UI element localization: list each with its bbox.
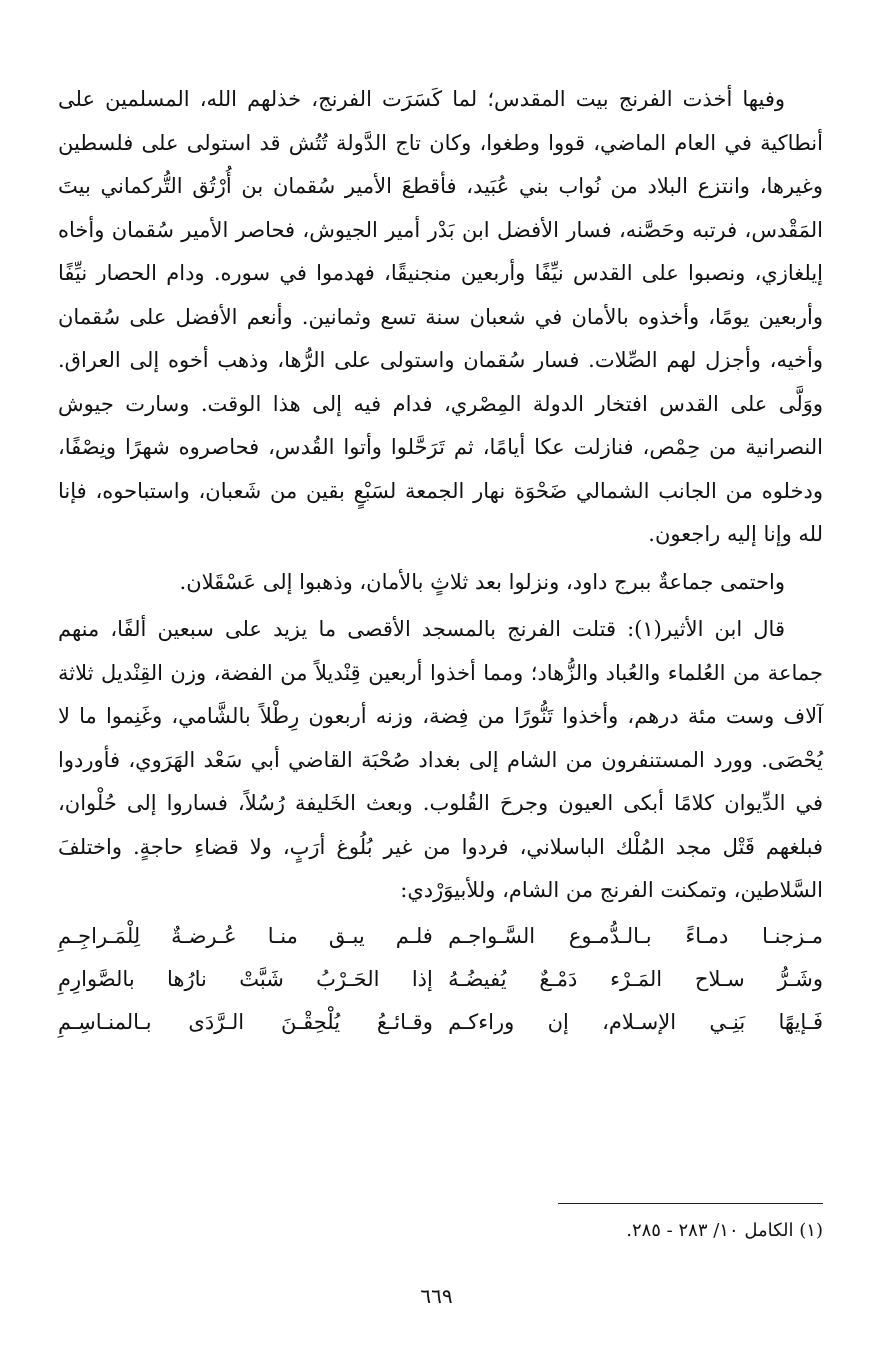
page-number: ٦٦٩	[420, 1284, 453, 1308]
poem-verse	[58, 1001, 823, 1044]
paragraph-jerusalem-capture: وفيها أخذت الفرنج بيت المقدس؛ لما كَسَرَت الفرنج، خذلهم الله، المسلمين على أنطاكية في العام الماضي، قووا وطغوا، وكان تاج الدَّولة تُتُش قد استولى على فلسطين وغيرها، وانتزع البلاد من نُواب بني عُبَيد، فأقطعَ الأمير سُقمان بن أُرْتُق التُّركماني بيتَ المَقْدس، فرتبه وحَصَّنه، فسار الأفضل ابن بَدْر أمير الجيوش، فحاصر الأمير سُقمان وأخاه إيلغازي، ونصبوا على القدس نيِّفًا وأربعين منجنيقًا، فهدموا في سوره. ودام الحصار نيِّفًا وأربعين يومًا، وأخذوه بالأمان في شعبان سنة تسع وثمانين. وأنعم الأفضل على سُقمان وأخيه، وأجزل لهم الصِّلات. فسار سُقمان واستولى على الرُّها، وذهب أخوه إلى العراق. ووَلَّى على القدس افتخار الدولة المِصْري، فدام فيه إلى هذا الوقت. وسارت جيوش النصرانية من حِمْص، فنازلت عكا أيامًا، ثم تَرَحَّلوا وأتوا القُدس، فحاصروه شهرًا ونِصْفًا، ودخلوه من الجانب الشمالي ضَحْوَة نهار الجمعة لسَبْعٍ بقين من شَعبان، واستباحوه، فإنا لله وإنا إليه راجعون.	[58, 87, 823, 546]
poem-verse	[58, 958, 823, 1001]
footnote-separator	[558, 1203, 823, 1204]
poem-second-hemistich: فلـم يبـق منـا عُـرضـةٌ لِلْمَـراجِـمِ	[58, 923, 433, 948]
paragraph-ibn-al-athir: قال ابن الأثير(١): قتلت الفرنج بالمسجد الأقصى ما يزيد على سبعين ألفًا، منهم جماعة من العُلماء والعُباد والزُّهاد؛ ومما أخذوا أربعين قِنْديلاً من الفضة، وزن القِنْديل ثلاثة آلاف وست مئة درهم، وأخذوا تَنُّورًا من فِضة، وزنه أربعون رِطْلاً بالشَّامي، وغَنِموا ما لا يُحْصَى. وورد المستنفرون من الشام إلى بغداد صُحْبَة القاضي أبي سَعْد الهَرَوي، فأوردوا في الدِّيوان كلامًا أبكى العيون وجرحَ القُلوب. وبعث الخَليفة رُسُلاً، فساروا إلى حُلْوان، فبلغهم قَتْل مجد المُلْك الباسلاني، فردوا من غير بُلُوغ أرَبٍ، ولا قضاءِ حاجةٍ. واختلفَ السَّلاطين، وتمكنت الفرنج من الشام، وللأبيوَرْدي:	[58, 617, 823, 902]
poem-first-hemistich: وشَـرُّ سـلاح المَـرْء دَمْـعٌ يُفيضُـهُ	[448, 966, 823, 991]
poem	[58, 915, 823, 1044]
paragraph-tower-of-david: واحتمى جماعةٌ ببرج داود، ونزلوا بعد ثلاثٍ بالأمان، وذهبوا إلى عَسْقَلان.	[179, 569, 785, 594]
poem-verse	[58, 915, 823, 958]
poem-second-hemistich: إذا الحَـرْبُ شَبَّتْ نارُها بالصَّوارِمِ	[58, 966, 433, 991]
poem-second-hemistich: وقـائـعُ يُلْحِقْـنَ الـرَّدَى بـالمنـاسِـمِ	[58, 1009, 433, 1034]
poem-first-hemistich: مـزجنـا دمـاءً بـالـدُّمـوع السَّـواجـم	[448, 923, 823, 948]
footnote: (١) الكامل ١٠/ ٢٨٣ - ٢٨٥.	[626, 1220, 823, 1241]
poem-first-hemistich: فَـإيهًا بَنِـي الإسـلام، إن وراءكـم	[448, 1009, 823, 1034]
main-text	[58, 78, 823, 913]
